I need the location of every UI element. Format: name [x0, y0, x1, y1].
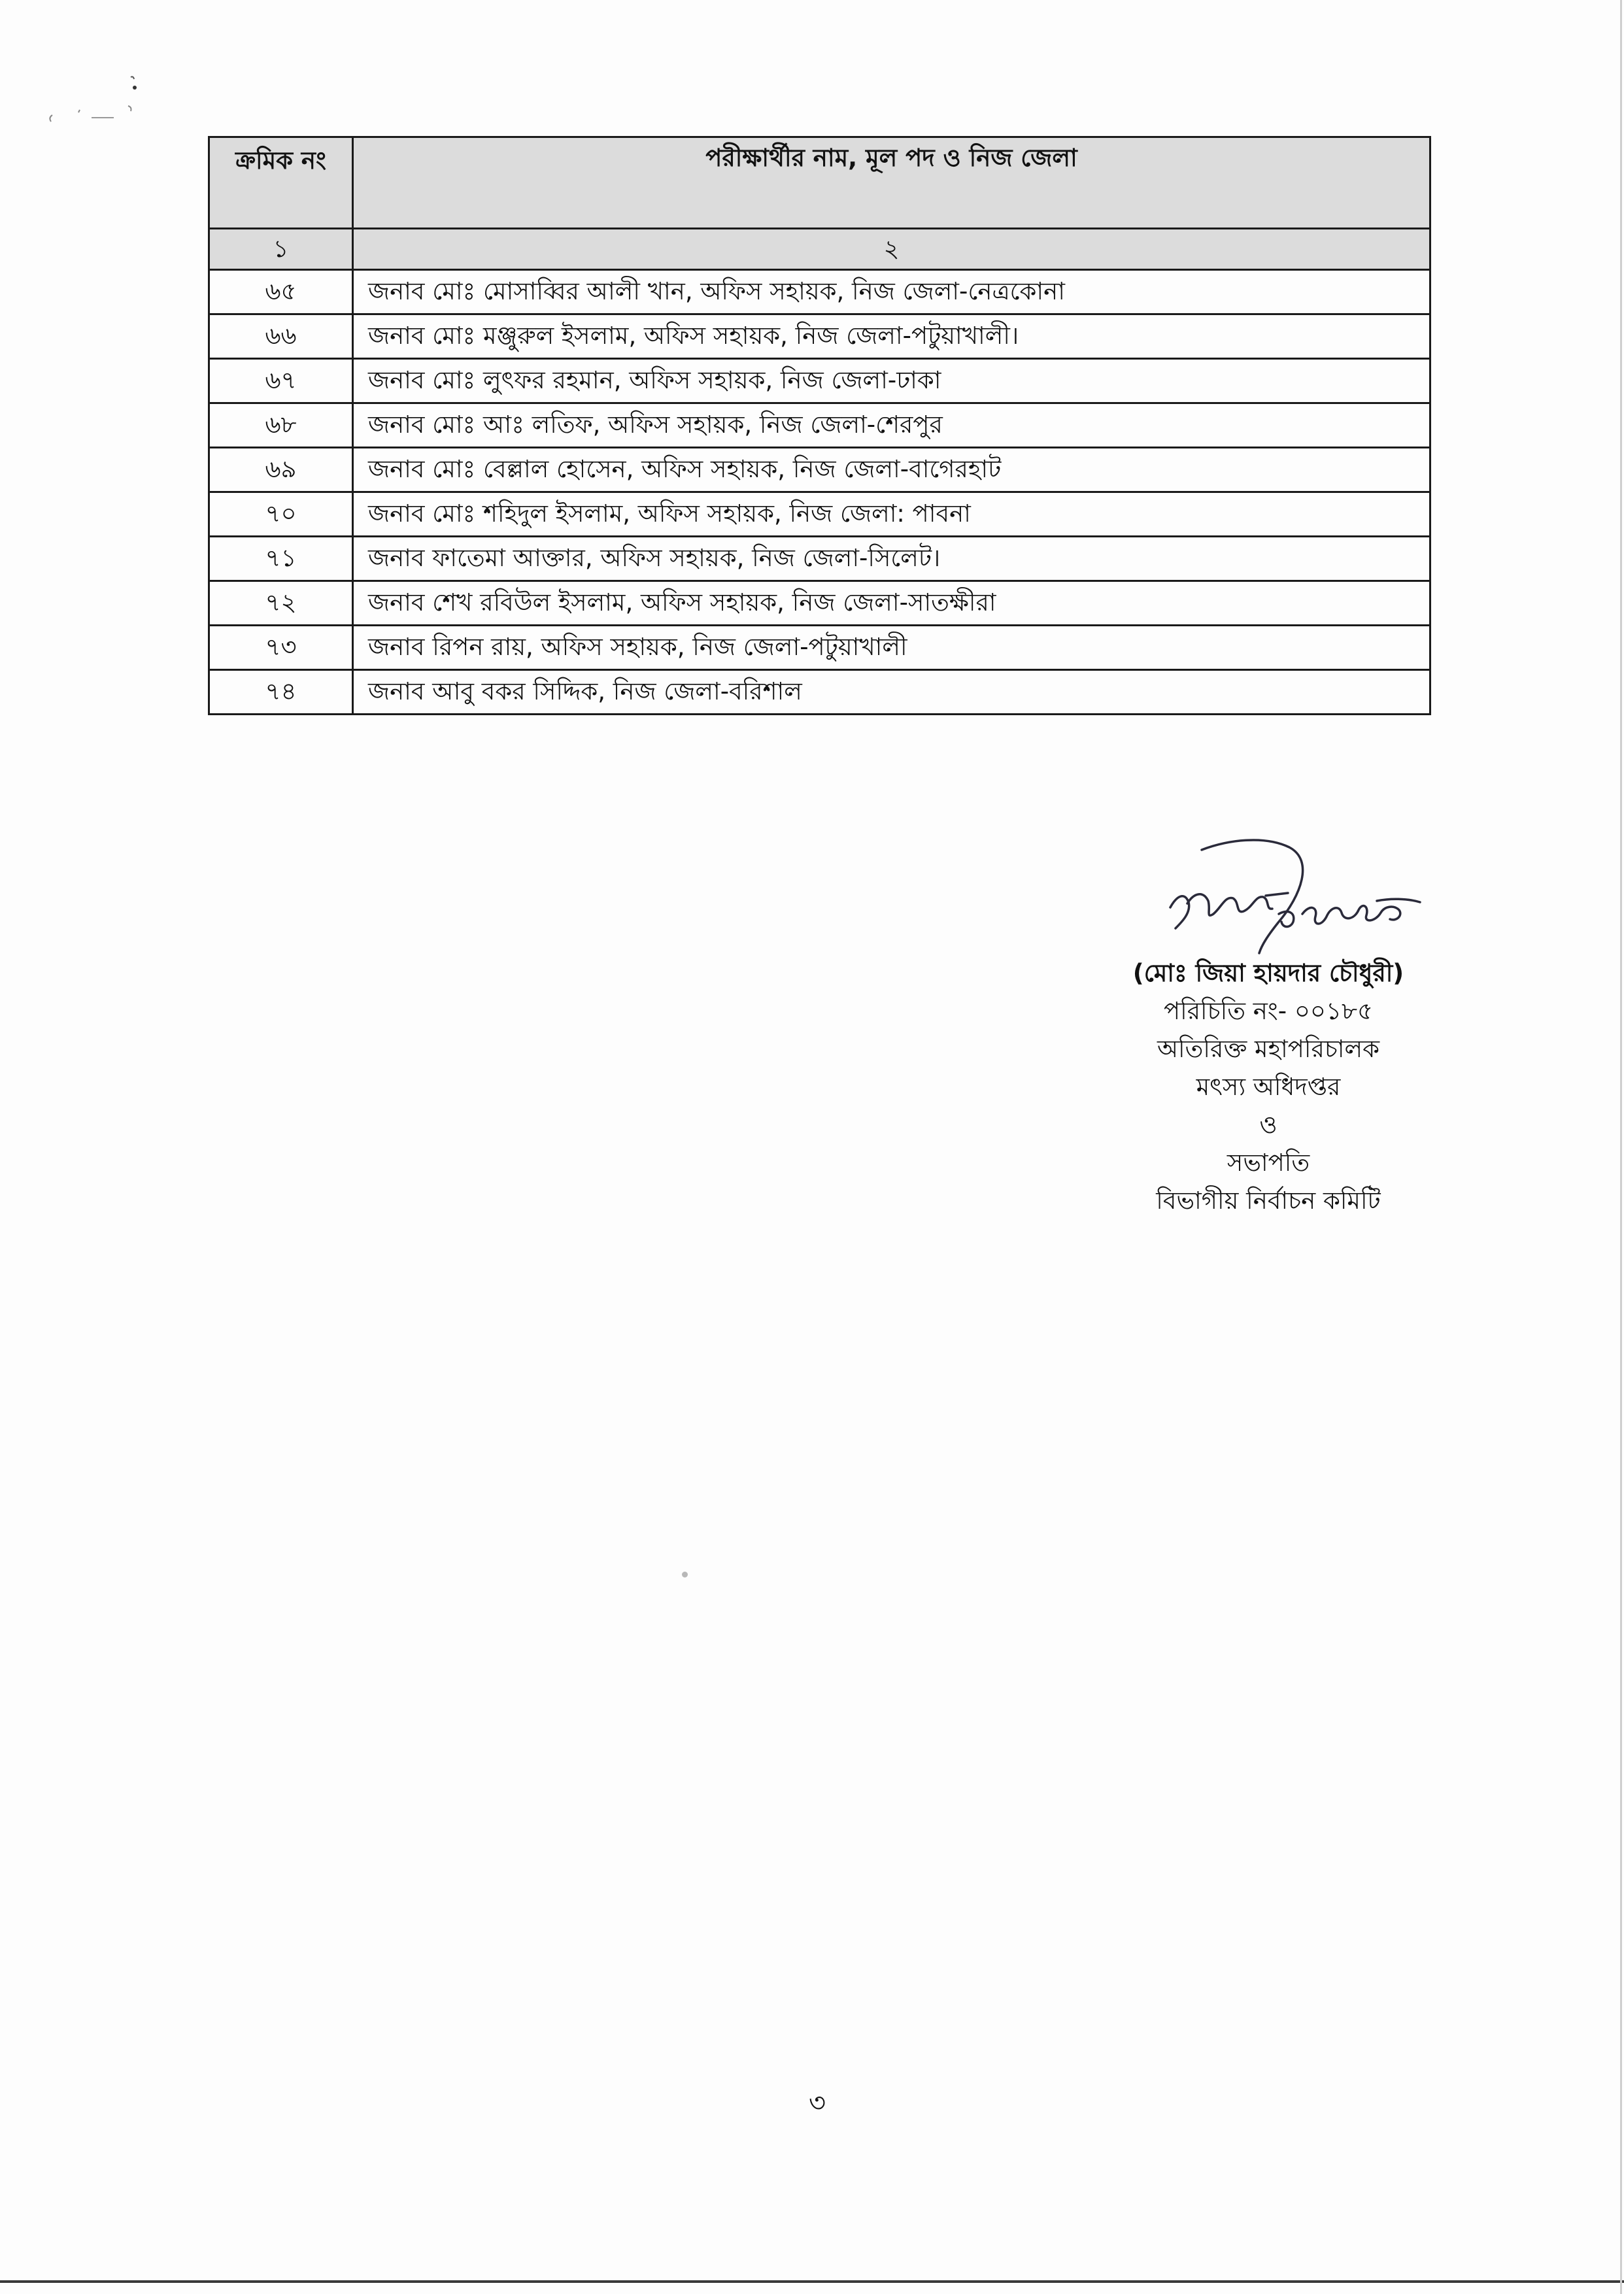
candidate-cell: জনাব ফাতেমা আক্তার, অফিস সহায়ক, নিজ জেলা-সিলেট।	[353, 537, 1430, 581]
table-row	[209, 448, 1430, 492]
candidate-cell: জনাব শেখ রবিউল ইসলাম, অফিস সহায়ক, নিজ জেলা-সাতক্ষীরা	[353, 581, 1430, 626]
candidate-cell: জনাব আবু বকর সিদ্দিক, নিজ জেলা-বরিশাল	[353, 670, 1430, 715]
column-number: ১	[209, 229, 353, 270]
serial-cell: ৬৯	[209, 448, 353, 492]
serial-cell: ৬৭	[209, 359, 353, 403]
serial-cell: ৭৪	[209, 670, 353, 715]
candidate-cell: জনাব রিপন রায়, অফিস সহায়ক, নিজ জেলা-পটুয়াখালী	[353, 626, 1430, 670]
signatory-block	[1072, 954, 1464, 1220]
signatory-conjunction: ও	[1259, 1111, 1277, 1139]
candidate-cell: জনাব মোঃ মঞ্জুরুল ইসলাম, অফিস সহায়ক, নিজ জেলা-পটুয়াখালী।	[353, 314, 1430, 359]
serial-cell: ৭২	[209, 581, 353, 626]
table-row	[209, 492, 1430, 537]
column-number: ২	[353, 229, 1430, 270]
signatory-designation: অতিরিক্ত মহাপরিচালক	[1157, 1035, 1379, 1063]
serial-cell: ৬৫	[209, 270, 353, 314]
candidate-cell: জনাব মোঃ আঃ লতিফ, অফিস সহায়ক, নিজ জেলা-শেরপুর	[353, 403, 1430, 448]
scan-right-edge	[1620, 0, 1622, 2294]
handwritten-signature	[1151, 830, 1458, 968]
table-row	[209, 626, 1430, 670]
signatory-role: সভাপতি	[1226, 1149, 1310, 1177]
signatory-committee: বিভাগীয় নির্বাচন কমিটি	[1156, 1187, 1381, 1215]
table-row	[209, 314, 1430, 359]
candidate-cell: জনাব মোঃ বেল্লাল হোসেন, অফিস সহায়ক, নিজ জেলা-বাগেরহাট	[353, 448, 1430, 492]
serial-cell: ৭৩	[209, 626, 353, 670]
signatory-name: (মোঃ জিয়া হায়দার চৌধুরী)	[1132, 959, 1404, 987]
serial-cell: ৬৮	[209, 403, 353, 448]
table-row	[209, 270, 1430, 314]
scan-dot	[682, 1572, 688, 1577]
serial-column-header: ক্রমিক নং	[209, 137, 353, 229]
candidate-table	[208, 136, 1431, 715]
table-row	[209, 581, 1430, 626]
serial-cell: ৭০	[209, 492, 353, 537]
table-row	[209, 670, 1430, 715]
signatory-id: পরিচিতি নং- ০০১৮৫	[1164, 997, 1373, 1025]
column-number-row	[209, 229, 1430, 270]
serial-cell: ৭১	[209, 537, 353, 581]
candidate-cell: জনাব মোঃ মোসাব্বির আলী খান, অফিস সহায়ক, নিজ জেলা-নেত্রকোনা	[353, 270, 1430, 314]
table-row	[209, 359, 1430, 403]
scan-marks	[39, 65, 170, 137]
candidate-cell: জনাব মোঃ লুৎফর রহমান, অফিস সহায়ক, নিজ জেলা-ঢাকা	[353, 359, 1430, 403]
table-row	[209, 403, 1430, 448]
page-number: ৩	[808, 2088, 826, 2118]
table-row	[209, 537, 1430, 581]
table-header-row	[209, 137, 1430, 229]
signatory-office: মৎস্য অধিদপ্তর	[1196, 1073, 1341, 1101]
candidate-cell: জনাব মোঃ শহিদুল ইসলাম, অফিস সহায়ক, নিজ জেলা: পাবনা	[353, 492, 1430, 537]
scan-bottom-edge	[0, 2280, 1624, 2283]
serial-cell: ৬৬	[209, 314, 353, 359]
name-column-header: পরীক্ষার্থীর নাম, মূল পদ ও নিজ জেলা	[353, 137, 1430, 229]
